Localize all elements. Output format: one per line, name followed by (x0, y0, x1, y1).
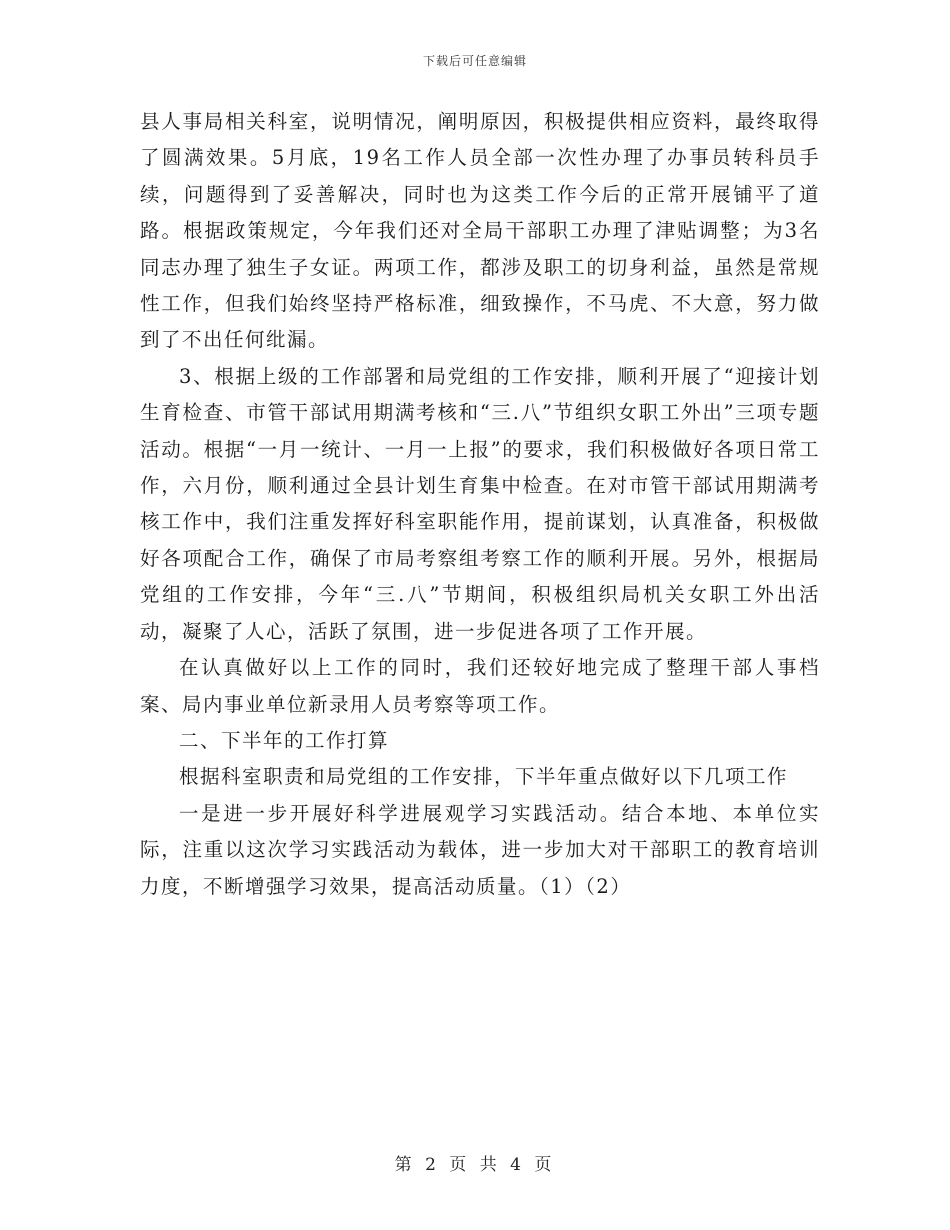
paragraph-3: 在认真做好以上工作的同时，我们还较好地完成了整理干部人事档案、局内事业单位新录用人员考察等项工作。 (140, 656, 820, 716)
page-header: 下载后可任意编辑 (422, 54, 527, 68)
section-heading: 二、下半年的工作打算 (179, 728, 390, 752)
paragraph-4: 根据科室职责和局党组的工作安排，下半年重点做好以下几项工作 (179, 765, 789, 789)
paragraph-2: 3、根据上级的工作部署和局党组的工作安排，顺利开展了“迎接计划生育检查、市管干部试用期满考核和“三.八”节组织女职工外出”三项专题活动。根据“一月一统计、一月一上报”的要求，我们积极做好各项日常工作，六月份，顺利通过全县计划生育集中检查。在对市管干部试用期满考核工作中，我们注重发挥好科室职能作用，提前谋划，认真准备，积极做好各项配合工作，确保了市局考察组考察工作的顺利开展。另外，根据局党组的工作安排，今年“三.八”节期间，积极组织局机关女职工外出活动，凝聚了人心，活跃了氛围，进一步促进各项了工作开展。 (140, 364, 820, 643)
paragraph-1: 县人事局相关科室，说明情况，阐明原因，积极提供相应资料，最终取得了圆满效果。5月底，19名工作人员全部一次性办理了办事员转科员手续，问题得到了妥善解决，同时也为这类工作今后的正常开展铺平了道路。根据政策规定，今年我们还对全局干部职工办理了津贴调整；为3名同志办理了独生子女证。两项工作，都涉及职工的切身利益，虽然是常规性工作，但我们始终坚持严格标准，细致操作，不马虎、不大意，努力做到了不出任何纰漏。 (140, 110, 820, 352)
paragraph-5: 一是进一步开展好科学进展观学习实践活动。结合本地、本单位实际，注重以这次学习实践活动为载体，进一步加大对干部职工的教育培训力度，不断增强学习效果，提高活动质量。（1）（2） (140, 801, 820, 898)
document-body (140, 104, 820, 905)
page-number-footer: 第 2 页 共 4 页 (394, 1155, 556, 1175)
